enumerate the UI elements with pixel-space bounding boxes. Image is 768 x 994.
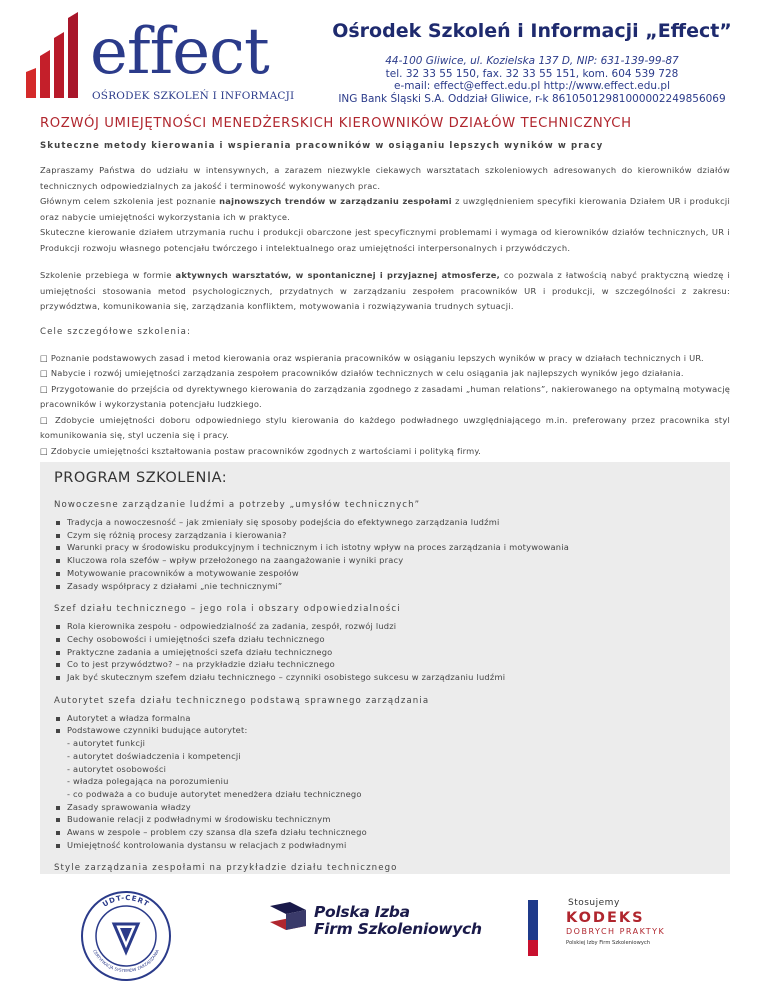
goal-item: □ Poznanie podstawowych zasad i metod kierowania oraz wspierania pracowników w osiąganiu lepszych wyników w pracy w działach technicznych i UR. [40,352,704,363]
format-text-bold: aktywnych warsztatów, w spontanicznej i przyjaznej atmosferze, [175,270,501,280]
list-item-text: Rola kierownika zespołu - odpowiedzialność za zadania, zespół, rozwój ludzi [67,621,397,632]
management-paragraph: Skuteczne kierowanie działem utrzymania ruchu i produkcji obarczone jest specyficznymi problemami i wymaga od kierowników działów technicznych, UR i Produkcji rozwoju własnego potencjału twórczego i intelektualnego oraz umiejętności interpersonalnych i przywódczych. [40,227,730,253]
logo-subtitle: OŚRODEK SZKOLEŃ I INFORMACJI [92,90,295,102]
goals-label: Cele szczegółowe szkolenia: [40,326,191,337]
phone-line: tel. 32 33 55 150, fax. 32 33 55 151, kom. 604 539 728 [385,67,679,80]
list-item-text: Zasady sprawowania władzy [67,801,191,812]
list-item [54,646,716,659]
svg-text:UDT-CERT: UDT-CERT [101,893,151,909]
bullet-icon [56,818,60,822]
kodeks-title: KODEKS [566,910,645,926]
web-line[interactable]: e-mail: effect@effect.edu.pl http://www.effect.edu.pl [394,80,670,92]
list-item [54,839,716,852]
section-title: Nowoczesne zarządzanie ludźmi a potrzeby „umysłów technicznych” [54,500,421,510]
sub-list-item: - autorytet funkcji [67,738,146,749]
list-item-text: Budowanie relacji z podwładnymi w środowisku technicznym [67,814,331,825]
bullet-icon [56,663,60,667]
document-title: ROZWÓJ UMIEJĘTNOŚCI MENEDŻERSKICH KIEROWNIKÓW DZIAŁÓW TECHNICZNYCH [40,116,632,131]
bullet-icon [56,717,60,721]
list-item-text: Motywowanie pracowników a motywowanie zespołów [67,567,299,578]
list-item [54,671,716,684]
program-section [54,500,716,592]
bullet-icon [56,651,60,655]
page-header [0,0,768,110]
program-section [54,696,716,852]
list-item-text: Co to jest przywództwo? – na przykładzie działu technicznego [67,659,335,670]
list-item [54,541,716,554]
list-item-text: Czym się różnią procesy zarządzania i kierowania? [67,529,287,540]
page-footer [0,880,768,990]
sub-list-item: - autorytet osobowości [67,763,167,774]
goal-item: □ Nabycie i rozwój umiejętności zarządzania zespołem pracowników działów technicznych w celu osiągania jak najlepszych wyników jego działania. [40,368,684,378]
kodeks-logo [528,900,728,956]
list-item [54,620,716,633]
list-item-text: Kluczowa rola szefów – wpływ przełożonego na zaangażowanie i wyniki pracy [67,555,404,566]
document-subtitle: Skuteczne metody kierowania i wspierania pracowników w osiąganiu lepszych wyników w pracy [40,141,604,151]
goal-item: □ Zdobycie umiejętności kształtowania postaw pracowników zgodnych z wartościami i polityką firmy. [40,445,482,456]
goal-paragraph [40,194,730,225]
list-item-text: Jak być skutecznym szefem działu technicznego – czynniki osobistego sukcesu w zarządzaniu ludźmi [67,672,506,683]
program-title: PROGRAM SZKOLENIA: [54,470,228,486]
section-title: Szef działu technicznego – jego rola i obszary odpowiedzialności [54,604,401,615]
pift-line-2: Firm Szkoleniowych [314,920,482,938]
bullet-icon [56,844,60,848]
list-item [54,580,716,593]
list-item [54,826,716,839]
kodeks-caption: Polskiej Izby Firm Szkoleniowych [566,940,651,946]
section-title: Style zarządzania zespołami na przykładzie działu technicznego [54,863,398,874]
list-item-text: Autorytet a władza formalna [67,712,191,723]
list-item [54,554,716,567]
udt-cert-seal-icon [76,886,176,986]
list-item-text: Tradycja a nowoczesność – jak zmieniały się sposoby podejścia do efektywnego zarządzania ludźmi [67,517,500,527]
program-section [54,863,716,874]
list-item [54,813,716,826]
bullet-icon [56,806,60,810]
list-item [54,516,716,529]
bullet-icon [56,676,60,680]
logo-word: effect [90,15,269,89]
bullet-icon [56,559,60,563]
bullet-icon [56,831,60,835]
goal-item: □ Zdobycie umiejętności doboru odpowiedniego stylu kierowania do każdego podwładnego uwzględniającego m.in. preferowany przez pracownika styl komunikowania się, styl uczenia się i pracy. [40,414,730,440]
sub-list-item: - autorytet doświadczenia i kompetencji [67,750,241,761]
list-item [54,712,716,725]
list-item [54,801,716,814]
format-text-a: Szkolenie przebiega w formie [40,270,176,280]
bank-line: ING Bank Śląski S.A. Oddział Gliwice, r-k 86105012981000002249856069 [338,92,726,105]
list-item-text: Warunki pracy w środowisku produkcyjnym i technicznym i ich istotny wpływ na proces zarządzania i motywowania [67,542,569,553]
list-item-text: Zasady współpracy z działami „nie technicznymi” [67,580,283,591]
pift-logo [268,902,482,942]
sub-list-item: - władza polegająca na porozumieniu [67,776,229,787]
list-item-text: Awans w zespole – problem czy szansa dla szefa działu technicznego [67,827,367,838]
bullet-icon [56,572,60,576]
goal-text-c: z uwzględnieniem specyfiki kierowania Działem UR i produkcji oraz nabycie umiejętności wykorzystania ich w praktyce. [40,196,730,222]
pift-text [314,904,482,938]
goals-list [40,351,730,460]
bullet-icon [56,546,60,550]
contact-block [312,55,752,105]
intro-content [40,116,730,459]
effect-logo [22,10,295,105]
list-item-text: Umiejętność kontrolowania dystansu w relacjach z podwładnymi [67,839,347,850]
program-section [54,604,716,684]
intro-paragraph: Zapraszamy Państwa do udziału w intensywnych, a zarazem niezwykle ciekawych warsztatach szkoleniowych adresowanych do kierowników działów technicznych odpowiedzialnych za jakość i terminowość wykonywanych prac. [40,165,730,191]
pift-line-1: Polska Izba [314,903,410,921]
bullet-icon [56,625,60,629]
goal-item: □ Przygotowanie do przejścia od dyrektywnego kierowania do zarządzania zgodnego z zasadami „human relations”, nakierowanego na optymalną motywację pracowników i wykorzystania potencjału ludzkiego. [40,383,730,409]
format-text-c: co pozwala z łatwością nabyć praktyczną wiedzę i umiejętności stosowania metod psychologicznych, przydatnych w zarządzaniu zespołem pracowników UR i produkcji, w szczególności z zakresu: przywództwa, komunikowania się, zarządzania konfliktem, motywowania i rozwiązywania trudnych sytuacji. [40,270,730,311]
pift-flag-icon [268,902,308,942]
goal-text-bold: najnowszych trendów w zarządzaniu zespołami [219,196,452,206]
address-line: 44-100 Gliwice, ul. Kozielska 137 D, NIP: 631-139-99-87 [385,55,679,67]
list-item [54,724,716,737]
kodeks-stosujemy: Stosujemy [568,898,620,908]
organization-title: Ośrodek Szkoleń i Informacji „Effect” [332,20,732,42]
list-item [54,658,716,671]
list-item [54,633,716,646]
bullet-icon [56,585,60,589]
logo-bars-icon [22,10,92,100]
bullet-icon [56,521,60,525]
sub-list-item: - co podważa a co buduje autorytet menedżera działu technicznego [67,788,362,799]
list-item [54,529,716,542]
format-paragraph [40,268,730,315]
bullet-icon [56,729,60,733]
program-box [40,462,730,874]
list-item-text: Podstawowe czynniki budujące autorytet: [67,725,248,736]
udt-cert-logo [76,886,176,986]
list-item [54,567,716,580]
goal-text-a: Głównym celem szkolenia jest poznanie [40,196,220,206]
bullet-icon [56,534,60,538]
list-item-text: Cechy osobowości i umiejętności szefa działu technicznego [67,633,325,644]
svg-text:CERTYFIKACJA SYSTEMÓW ZARZĄDZA: CERTYFIKACJA SYSTEMÓW ZARZĄDZANIA [92,948,160,974]
bullet-icon [56,638,60,642]
kodeks-subtitle: DOBRYCH PRAKTYK [566,927,666,936]
kodeks-flag-stripe-icon [528,940,538,956]
list-item-text: Praktyczne zadania a umiejętności szefa działu technicznego [67,646,333,657]
section-title: Autorytet szefa działu technicznego podstawą sprawnego zarządzania [54,695,430,706]
